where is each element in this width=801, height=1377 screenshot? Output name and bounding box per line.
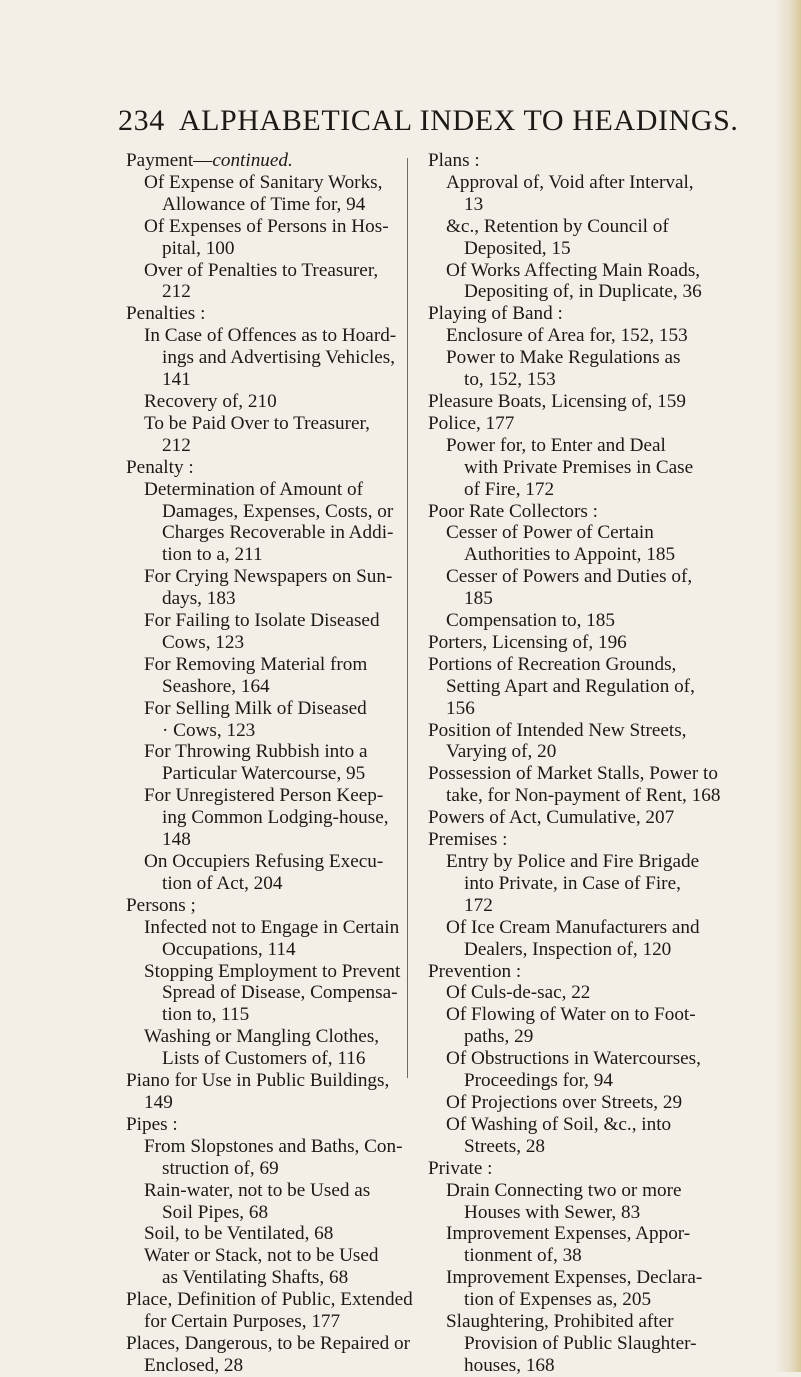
- index-line: struction of, 69: [162, 1157, 279, 1179]
- index-line: Rain-water, not to be Used as: [144, 1179, 371, 1201]
- index-line: Drain Connecting two or more: [446, 1179, 682, 1201]
- index-line: Varying of, 20: [446, 741, 557, 763]
- index-column-left: [126, 150, 413, 1377]
- index-line: Prevention :: [428, 960, 522, 982]
- index-subentry: [126, 325, 404, 391]
- index-line: Cesser of Power of Certain: [446, 522, 654, 544]
- index-line: Premises :: [428, 829, 508, 851]
- index-line: Particular Watercourse, 95: [162, 763, 366, 785]
- index-subentry: [428, 435, 720, 501]
- index-heading: [126, 150, 404, 172]
- index-line: Allowance of Time for, 94: [162, 193, 366, 215]
- index-line: 156: [446, 697, 475, 719]
- index-subentry: [126, 1026, 404, 1070]
- index-line: Of Obstructions in Watercourses,: [446, 1048, 701, 1070]
- index-subentry: [428, 566, 720, 610]
- index-line: Water or Stack, not to be Used: [144, 1245, 379, 1267]
- index-line: Playing of Band :: [428, 303, 563, 325]
- index-line: Entry by Police and Fire Brigade: [446, 851, 700, 872]
- index-subentry: [126, 610, 404, 654]
- index-line: Of Expense of Sanitary Works,: [144, 171, 383, 193]
- index-subentry: [126, 1245, 404, 1289]
- index-subentry: [126, 741, 404, 785]
- index-subentry: [126, 851, 404, 895]
- index-line: 13: [464, 193, 484, 215]
- index-line: of Fire, 172: [464, 478, 555, 500]
- index-subentry: [428, 1092, 720, 1114]
- index-line: Setting Apart and Regulation of,: [446, 675, 695, 697]
- index-line: Dealers, Inspection of, 120: [464, 938, 672, 960]
- index-line: Recovery of, 210: [144, 390, 277, 412]
- index-subentry: [428, 522, 720, 566]
- index-line: Occupations, 114: [162, 938, 296, 960]
- index-heading: [428, 413, 720, 435]
- index-line: Of Washing of Soil, &c., into: [446, 1113, 672, 1135]
- index-subentry: [428, 1223, 720, 1267]
- index-subentry: [126, 1223, 404, 1245]
- index-line: ing Common Lodging-house,: [162, 807, 389, 829]
- index-subentry: [428, 917, 720, 961]
- index-line: Poor Rate Collectors :: [428, 500, 598, 522]
- index-heading: [428, 763, 720, 807]
- index-line: Private :: [428, 1157, 493, 1179]
- index-subentry: [428, 325, 720, 347]
- index-line: ings and Advertising Vehicles,: [162, 347, 396, 369]
- index-subentry: [126, 698, 404, 742]
- index-heading: [428, 150, 720, 172]
- index-subentry: [126, 654, 404, 698]
- index-line: into Private, in Case of Fire,: [464, 872, 681, 894]
- index-subentry: [126, 1136, 404, 1180]
- index-subentry: [428, 1114, 720, 1158]
- index-heading: [428, 807, 720, 829]
- page-number: 234: [118, 104, 165, 137]
- page-edge-shadow: [775, 0, 801, 1372]
- index-line: Porters, Licensing of, 196: [428, 631, 627, 653]
- index-line: Proceedings for, 94: [464, 1070, 613, 1092]
- index-line: Slaughtering, Prohibited after: [446, 1311, 674, 1333]
- index-line: Stopping Employment to Prevent: [144, 960, 401, 982]
- index-line: Enclosed, 28: [144, 1354, 244, 1376]
- index-line: to, 152, 153: [464, 369, 556, 391]
- index-line: For Removing Material from: [144, 653, 368, 675]
- index-line: Places, Dangerous, to be Repaired or: [126, 1332, 410, 1354]
- index-line: Authorities to Appoint, 185: [464, 544, 676, 566]
- index-subentry: [428, 610, 720, 632]
- index-line: Soil Pipes, 68: [162, 1201, 269, 1223]
- index-line: 172: [464, 894, 493, 916]
- index-line: with Private Premises in Case: [464, 456, 694, 478]
- index-line: Enclosure of Area for, 152, 153: [446, 325, 688, 347]
- index-heading: [126, 1289, 413, 1333]
- index-line: Cows, 123: [162, 631, 245, 653]
- index-subentry: [428, 216, 720, 260]
- index-line: Of Culs-de-sac, 22: [446, 982, 591, 1004]
- index-line: Of Flowing of Water on to Foot-: [446, 1004, 696, 1026]
- index-line: Cesser of Powers and Duties of,: [446, 566, 693, 588]
- index-heading: [428, 501, 720, 523]
- index-line: tionment of, 38: [464, 1245, 582, 1267]
- index-line: Deposited, 15: [464, 237, 571, 259]
- index-line: Penalty :: [126, 456, 194, 478]
- index-subentry: [428, 851, 720, 917]
- index-line: Improvement Expenses, Appor-: [446, 1223, 691, 1245]
- index-line: Plans :: [428, 150, 480, 171]
- continued-label: continued.: [212, 150, 293, 171]
- index-subentry: [126, 216, 404, 260]
- index-line: Infected not to Engage in Certain: [144, 916, 400, 938]
- index-heading: [126, 1114, 404, 1136]
- index-line: 185: [464, 588, 493, 610]
- index-line: Powers of Act, Cumulative, 207: [428, 807, 675, 829]
- index-subentry: [126, 479, 404, 567]
- index-line: 149: [144, 1091, 173, 1113]
- index-line: Provision of Public Slaughter-: [464, 1332, 697, 1354]
- index-subentry: [126, 172, 404, 216]
- index-line: Penalties :: [126, 303, 206, 325]
- index-subentry: [428, 1267, 720, 1311]
- index-line: Pipes :: [126, 1113, 178, 1135]
- index-line: pital, 100: [162, 237, 235, 259]
- index-subentry: [126, 961, 404, 1027]
- index-line: Position of Intended New Streets,: [428, 719, 687, 741]
- index-line: Pleasure Boats, Licensing of, 159: [428, 390, 686, 412]
- running-header: [118, 104, 739, 138]
- index-subentry: [428, 982, 720, 1004]
- index-subentry: [126, 566, 404, 610]
- index-heading: [428, 391, 720, 413]
- index-line: Compensation to, 185: [446, 610, 615, 632]
- index-line: as Ventilating Shafts, 68: [162, 1267, 349, 1289]
- index-line: In Case of Offences as to Hoard-: [144, 325, 397, 347]
- index-heading: [428, 632, 720, 654]
- index-line: Of Projections over Streets, 29: [446, 1091, 683, 1113]
- index-line: Power for, to Enter and Deal: [446, 434, 666, 456]
- index-heading: [428, 654, 720, 720]
- index-heading: [126, 895, 404, 917]
- index-line: Piano for Use in Public Buildings,: [126, 1070, 390, 1092]
- index-subentry: [126, 391, 404, 413]
- index-line: Damages, Expenses, Costs, or: [162, 500, 394, 522]
- index-line: paths, 29: [464, 1026, 534, 1048]
- index-line: For Crying Newspapers on Sun-: [144, 566, 393, 588]
- index-subentry: [126, 785, 404, 851]
- index-subentry: [428, 347, 720, 391]
- index-line: Of Ice Cream Manufacturers and: [446, 916, 700, 938]
- index-line: for Certain Purposes, 177: [144, 1311, 341, 1333]
- index-line: Of Expenses of Persons in Hos-: [144, 215, 389, 237]
- index-subentry: [428, 260, 720, 304]
- index-line: tion to, 115: [162, 1004, 250, 1026]
- index-line: days, 183: [162, 588, 236, 610]
- index-line: Place, Definition of Public, Extended: [126, 1289, 413, 1311]
- index-line: Soil, to be Ventilated, 68: [144, 1223, 334, 1245]
- index-heading: [428, 829, 720, 851]
- index-subentry: [428, 172, 720, 216]
- index-column-right: [428, 150, 720, 1377]
- index-line: Portions of Recreation Grounds,: [428, 653, 677, 675]
- index-line: Persons ;: [126, 894, 196, 916]
- column-divider: [407, 158, 408, 1078]
- index-subentry: [428, 1180, 720, 1224]
- page-title: ALPHABETICAL INDEX TO HEADINGS.: [178, 104, 739, 137]
- index-line: Lists of Customers of, 116: [162, 1048, 366, 1070]
- index-line: 148: [162, 829, 191, 851]
- index-line: Possession of Market Stalls, Power to: [428, 763, 718, 785]
- index-line: From Slopstones and Baths, Con-: [144, 1135, 403, 1157]
- index-line: 141: [162, 369, 191, 391]
- index-heading: [126, 1070, 404, 1114]
- index-heading: [428, 961, 720, 983]
- index-heading: [428, 303, 720, 325]
- index-line: Over of Penalties to Treasurer,: [144, 259, 379, 281]
- index-line: Power to Make Regulations as: [446, 347, 681, 369]
- index-subentry: [428, 1048, 720, 1092]
- index-line: Improvement Expenses, Declara-: [446, 1267, 703, 1289]
- index-line: Streets, 28: [464, 1135, 546, 1157]
- index-line: To be Paid Over to Treasurer,: [144, 412, 370, 434]
- index-line: tion of Expenses as, 205: [464, 1289, 652, 1311]
- index-subentry: [428, 1004, 720, 1048]
- index-line: houses, 168: [464, 1354, 555, 1376]
- index-line: tion to a, 211: [162, 544, 263, 566]
- index-line: Spread of Disease, Compensa-: [162, 982, 398, 1004]
- index-line: Washing or Mangling Clothes,: [144, 1026, 380, 1048]
- index-subentry: [126, 260, 404, 304]
- index-line: tion of Act, 204: [162, 872, 283, 894]
- index-subentry: [428, 1311, 720, 1377]
- index-line: Seashore, 164: [162, 675, 270, 697]
- index-line: take, for Non-payment of Rent, 168: [446, 785, 721, 807]
- index-line: 212: [162, 434, 191, 456]
- index-subentry: [126, 917, 404, 961]
- index-line: Payment—continued.: [126, 150, 293, 171]
- index-line: For Selling Milk of Diseased: [144, 697, 367, 719]
- index-line: For Throwing Rubbish into a: [144, 741, 368, 763]
- index-line: For Failing to Isolate Diseased: [144, 610, 380, 632]
- index-heading: [126, 303, 404, 325]
- index-line: &c., Retention by Council of: [446, 215, 669, 237]
- index-line: Charges Recoverable in Addi-: [162, 522, 394, 544]
- index-line: · Cows, 123: [162, 719, 256, 741]
- index-line: 212: [162, 281, 191, 303]
- index-line: Police, 177: [428, 412, 515, 434]
- index-heading: [126, 1332, 410, 1377]
- index-line: Approval of, Void after Interval,: [446, 171, 694, 193]
- index-subentry: [126, 413, 404, 457]
- index-line: Determination of Amount of: [144, 478, 364, 500]
- index-line: Depositing of, in Duplicate, 36: [464, 281, 702, 303]
- index-heading: [428, 1158, 720, 1180]
- index-heading: [428, 720, 720, 764]
- index-subentry: [126, 1180, 404, 1224]
- index-heading: [126, 457, 404, 479]
- index-line: On Occupiers Refusing Execu-: [144, 851, 384, 872]
- index-line: Houses with Sewer, 83: [464, 1201, 641, 1223]
- index-line: Of Works Affecting Main Roads,: [446, 259, 701, 281]
- index-line: For Unregistered Person Keep-: [144, 785, 384, 807]
